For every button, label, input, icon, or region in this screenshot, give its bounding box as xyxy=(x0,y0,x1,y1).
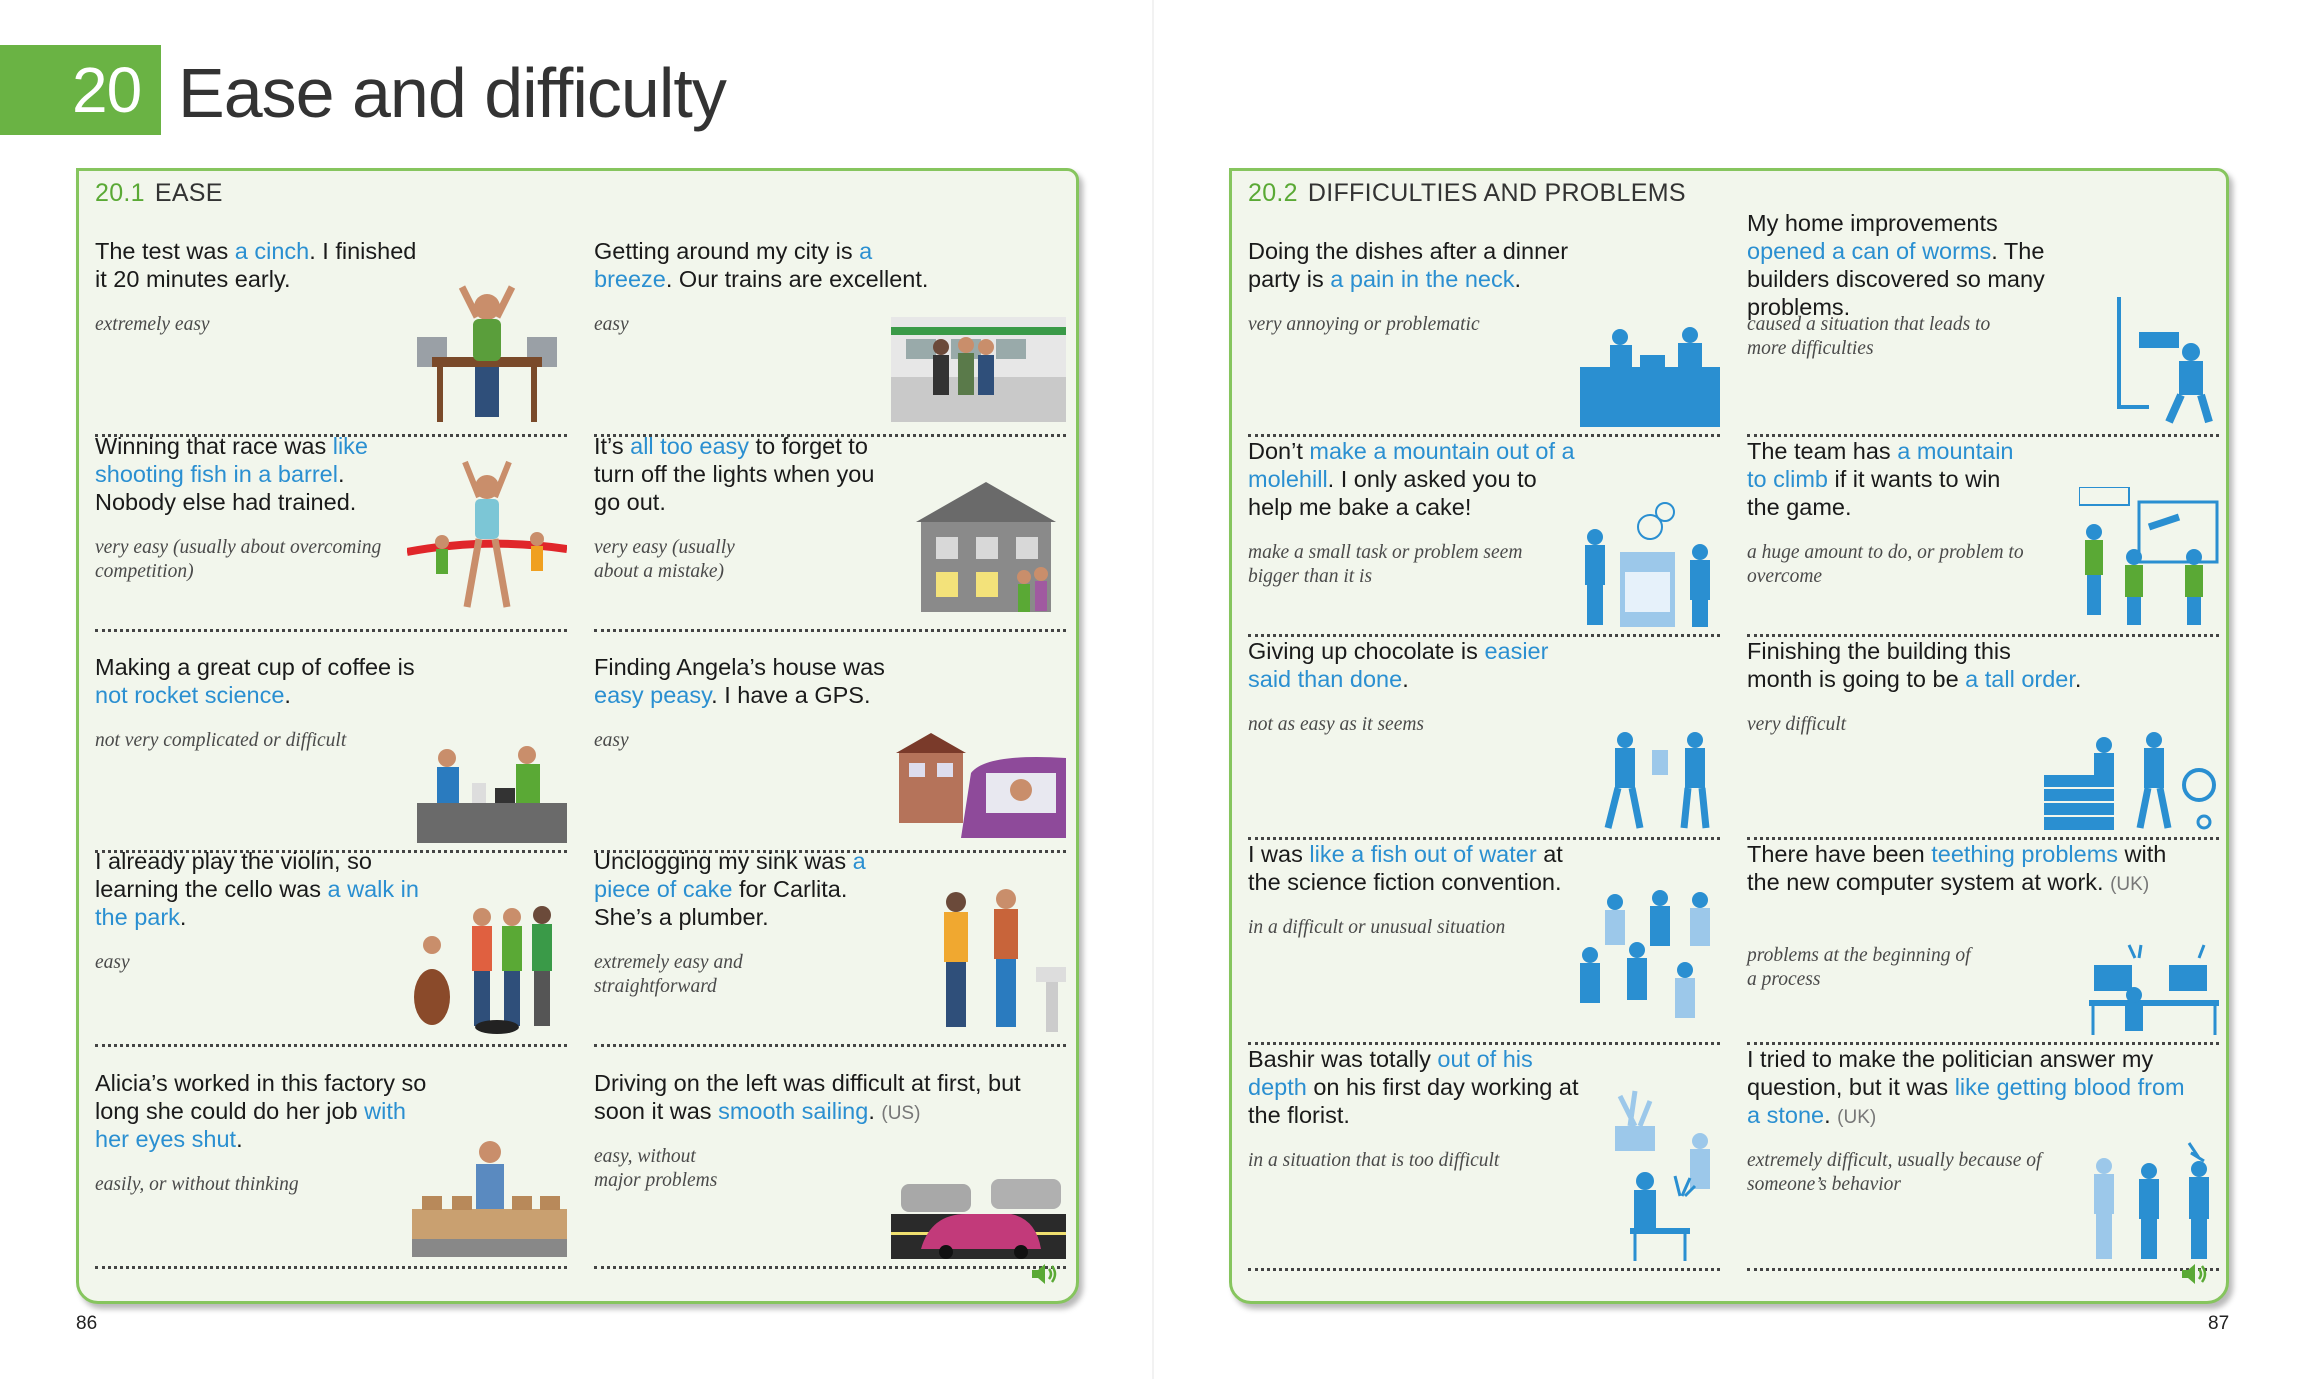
sentence-text: I tried to make the politician answer my question, but it was xyxy=(1747,1046,2154,1100)
definition: extremely difficult, usually because of someone’s behavior xyxy=(1747,1150,2042,1195)
smoking-oven-icon xyxy=(1580,502,1720,627)
idiom: easy peasy xyxy=(594,682,712,708)
sentence-text: Getting around my city is xyxy=(594,238,860,264)
page-gutter xyxy=(1152,0,1154,1379)
sentence-text: . xyxy=(1402,666,1409,692)
idiom-entry xyxy=(1248,637,1720,840)
example-sentence xyxy=(594,432,894,516)
definition: problems at the beginning of a process xyxy=(1747,945,1971,990)
florist-icon xyxy=(1600,1086,1720,1261)
cello-players-icon xyxy=(402,897,567,1037)
example-sentence xyxy=(1248,437,1583,521)
definition: very annoying or problematic xyxy=(1248,314,1480,335)
section-number: 20.1 xyxy=(95,179,145,207)
example-sentence xyxy=(1248,637,1583,693)
coffee-making-icon xyxy=(417,743,567,843)
sentence-text: to forget to turn off the lights when you go out. xyxy=(594,433,875,515)
page-number-right: 87 xyxy=(2208,1313,2230,1334)
sentence-text: Finding Angela’s house was xyxy=(594,654,885,680)
idiom: with her eyes shut xyxy=(95,1098,406,1152)
definition: make a small task or problem seem bigger than it is xyxy=(1248,542,1523,587)
divider xyxy=(95,1266,567,1269)
definition: very easy (usually about a mistake) xyxy=(594,537,735,582)
idiom: a walk in the park xyxy=(95,876,419,930)
idiom-entry xyxy=(594,237,1066,437)
sentence-text: Finishing the building this month is going to be xyxy=(1747,638,2011,692)
example-sentence xyxy=(95,653,430,709)
sentence-text: . I only asked you to help me bake a cake! xyxy=(1248,466,1537,520)
idiom-entry xyxy=(1248,237,1720,437)
idiom-entry xyxy=(1747,437,2219,637)
divider xyxy=(95,1044,567,1047)
example-sentence xyxy=(1248,237,1583,293)
sentence-text: The test was xyxy=(95,238,235,264)
page-number-left: 86 xyxy=(76,1313,98,1334)
washing-dishes-icon xyxy=(1580,327,1720,427)
idiom: not rocket science xyxy=(95,682,285,708)
idiom-entry xyxy=(1248,437,1720,637)
section-heading xyxy=(95,179,223,208)
sentence-text: I was xyxy=(1248,841,1310,867)
chapter-number: 20 xyxy=(72,54,142,126)
definition: in a situation that is too difficult xyxy=(1248,1150,1500,1171)
definition: very difficult xyxy=(1747,714,1847,735)
example-sentence xyxy=(1747,637,2082,693)
factory-worker-boxes-icon xyxy=(412,1134,567,1259)
example-sentence xyxy=(594,1069,1049,1128)
divider xyxy=(594,629,1066,632)
example-sentence xyxy=(594,847,894,931)
sentence-text: with the new computer system at work. xyxy=(1747,841,2167,895)
sentence-text: Doing the dishes after a dinner party is xyxy=(1248,238,1569,292)
definition: easily, or without thinking xyxy=(95,1174,299,1195)
speaker-audio-icon[interactable] xyxy=(1030,1261,1060,1287)
divider xyxy=(1248,1268,1720,1271)
idiom-entry xyxy=(95,237,567,437)
sentence-text: at the science fiction convention. xyxy=(1248,841,1563,895)
chocolate-refusal-icon xyxy=(1600,730,1720,830)
idiom-entry xyxy=(594,653,1066,853)
sentence-text: My home improvements xyxy=(1747,210,1998,236)
train-station-icon xyxy=(891,277,1066,427)
definition: easy xyxy=(594,730,629,751)
definition: easy xyxy=(594,314,629,335)
example-sentence xyxy=(594,653,929,709)
idiom-entry xyxy=(95,432,567,632)
sentence-text: . xyxy=(1514,266,1522,292)
example-sentence xyxy=(1248,1045,1583,1129)
example-sentence xyxy=(1747,840,2202,899)
cars-on-road-icon xyxy=(891,1174,1066,1259)
example-sentence xyxy=(1747,209,2082,321)
sentence-text: Bashir was totally xyxy=(1248,1046,1438,1072)
speaker-audio-icon[interactable] xyxy=(2180,1261,2210,1287)
idiom-entry xyxy=(95,847,567,1047)
idiom-entry xyxy=(1248,840,1720,1045)
plumber-pipes-icon xyxy=(2099,297,2219,427)
definition: not very complicated or difficult xyxy=(95,730,347,751)
idiom: a cinch xyxy=(234,238,310,264)
example-sentence xyxy=(1747,1045,2202,1132)
idiom: out of his depth xyxy=(1248,1046,1533,1100)
sentence-text: . xyxy=(236,1126,243,1152)
region-tag: (UK) xyxy=(2110,874,2150,895)
sentence-text: Giving up chocolate is xyxy=(1248,638,1485,664)
bricklayers-icon xyxy=(2044,730,2219,830)
region-tag: (UK) xyxy=(1837,1107,1877,1128)
plumber-sink-icon xyxy=(916,877,1066,1037)
definition: very easy (usually about overcoming competition) xyxy=(95,537,382,582)
idiom-entry xyxy=(1747,840,2219,1045)
example-sentence xyxy=(594,237,929,293)
divider xyxy=(1747,1268,2219,1271)
interview-politician-icon xyxy=(2089,1141,2219,1261)
costumed-crowd-icon xyxy=(1575,890,1720,1035)
idiom: easier said than done xyxy=(1248,638,1549,692)
idiom-entry xyxy=(1747,209,2219,437)
idiom: like getting blood from a stone xyxy=(1747,1074,2185,1128)
section-heading xyxy=(1248,179,1686,208)
idiom-entry xyxy=(594,847,1066,1047)
idiom-entry xyxy=(594,432,1066,632)
office-computers-icon xyxy=(2089,940,2219,1035)
sentence-text: if it wants to win the game. xyxy=(1747,466,2001,520)
definition: extremely easy xyxy=(95,314,210,335)
sentence-text: Don’t xyxy=(1248,438,1310,464)
house-lights-on-icon xyxy=(906,472,1066,622)
idiom: a piece of cake xyxy=(594,848,866,902)
sentence-text: Unclogging my sink was xyxy=(594,848,853,874)
section-number: 20.2 xyxy=(1248,179,1298,207)
definition: easy, without major problems xyxy=(594,1146,718,1191)
idiom: a mountain to climb xyxy=(1747,438,2014,492)
sentence-text: I already play the violin, so learning the cello was xyxy=(95,848,372,902)
sentence-text: . xyxy=(868,1098,875,1124)
sentence-text: Alicia’s worked in this factory so long she could do her job xyxy=(95,1070,427,1124)
idiom-entry xyxy=(1248,1045,1720,1271)
idiom: all too easy xyxy=(630,433,750,459)
sentence-text: . xyxy=(284,682,291,708)
example-sentence xyxy=(95,237,430,293)
sentence-text: . xyxy=(1824,1102,1831,1128)
section-title: DIFFICULTIES AND PROBLEMS xyxy=(1307,179,1686,207)
idiom-entry xyxy=(95,653,567,853)
idiom: opened a can of worms xyxy=(1747,238,1992,264)
sentence-text: on his first day working at the florist. xyxy=(1248,1074,1579,1128)
definition: extremely easy and straightforward xyxy=(594,952,743,997)
sentence-text: There have been xyxy=(1747,841,1932,867)
sentence-text: . I have a GPS. xyxy=(711,682,871,708)
sentence-text: The team has xyxy=(1747,438,1898,464)
idiom-entry xyxy=(1747,637,2219,840)
definition: not as easy as it seems xyxy=(1248,714,1425,735)
definition: a huge amount to do, or problem to overcome xyxy=(1747,542,2024,587)
difficulties-panel xyxy=(1229,168,2229,1304)
divider xyxy=(594,1266,1066,1269)
definition: easy xyxy=(95,952,130,973)
example-sentence xyxy=(95,1069,430,1153)
sentence-text: Winning that race was xyxy=(95,433,333,459)
idiom: a tall order xyxy=(1965,666,2075,692)
sentence-text: It’s xyxy=(594,433,631,459)
sentence-text: . xyxy=(179,904,187,930)
definition: in a difficult or unusual situation xyxy=(1248,917,1506,938)
sentence-text: Driving on the left was difficult at first, but soon it was xyxy=(594,1070,1021,1124)
divider xyxy=(95,629,567,632)
example-sentence xyxy=(95,432,430,516)
chapter-title: Ease and difficulty xyxy=(178,54,726,132)
region-tag: (US) xyxy=(881,1103,921,1124)
idiom: smooth sailing xyxy=(718,1098,869,1124)
divider xyxy=(594,1044,1066,1047)
soccer-team-icon xyxy=(2079,487,2219,627)
idiom: make a mountain out of a molehill xyxy=(1248,438,1575,492)
idiom: like a fish out of water xyxy=(1309,841,1537,867)
idiom-entry xyxy=(594,1069,1066,1269)
idiom-entry xyxy=(1747,1045,2219,1271)
sentence-text: . I finished it 20 minutes early. xyxy=(95,238,417,292)
section-title: EASE xyxy=(154,179,223,207)
idiom: teething problems xyxy=(1931,841,2119,867)
example-sentence xyxy=(1747,437,2037,521)
sentence-text: . The builders discovered so many problems. xyxy=(1747,238,2045,320)
example-sentence xyxy=(1248,840,1583,896)
sentence-text: . xyxy=(2074,666,2082,692)
idiom: like shooting fish in a barrel xyxy=(95,433,368,487)
car-driver-house-icon xyxy=(891,728,1066,843)
sentence-text: Making a great cup of coffee is xyxy=(95,654,415,680)
idiom: a pain in the neck xyxy=(1330,266,1515,292)
sentence-text: . Our trains are excellent. xyxy=(665,266,929,292)
example-sentence xyxy=(95,847,430,931)
sentence-text: . Nobody else had trained. xyxy=(95,461,357,515)
sentence-text: for Carlita. She’s a plumber. xyxy=(594,876,848,930)
definition: caused a situation that leads to more difficulties xyxy=(1747,314,1991,359)
idiom-entry xyxy=(95,1069,567,1269)
runner-finish-line-icon xyxy=(407,457,567,622)
ease-panel xyxy=(76,168,1079,1304)
student-stretching-at-desk-icon xyxy=(407,277,567,427)
idiom: a breeze xyxy=(594,238,873,292)
